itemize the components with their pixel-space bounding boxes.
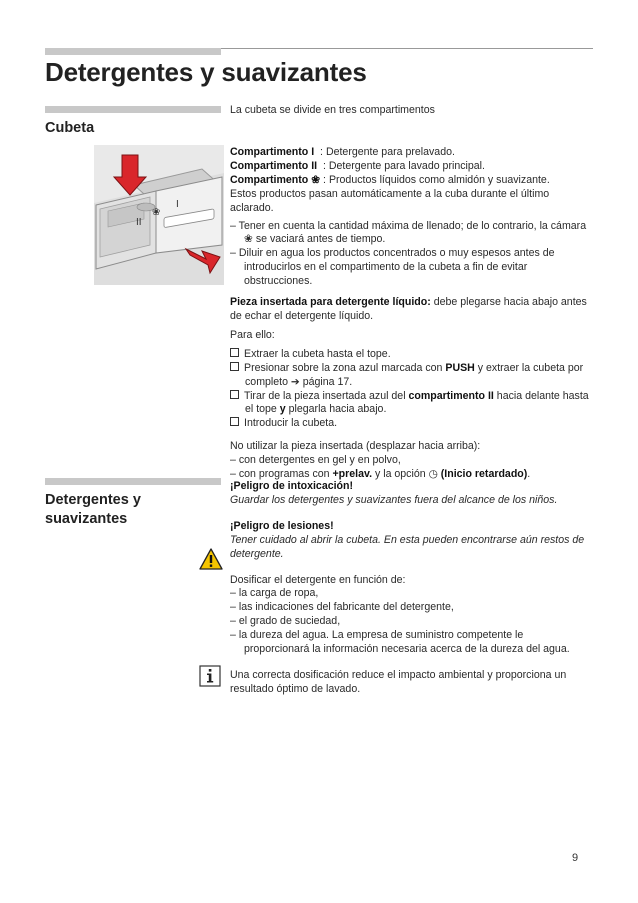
heading-line-2: suavizantes xyxy=(45,511,128,527)
para-ello: Para ello: xyxy=(230,328,275,341)
compartment-2-text: : Detergente para lavado principal. xyxy=(317,159,485,172)
checkbox-icon xyxy=(230,417,239,426)
step-4-text: Introducir la cubeta. xyxy=(244,417,338,430)
warning-triangle-icon xyxy=(199,548,223,575)
checkbox-icon xyxy=(230,348,239,357)
compartment-1 xyxy=(230,146,590,160)
section-heading-cubeta: Cubeta xyxy=(45,120,95,136)
warning-injury xyxy=(230,520,590,534)
dosificar-text: Dosificar el detergente en función de: xyxy=(230,573,406,586)
no-dash2-a: – con programas con xyxy=(230,468,333,481)
compartment-2 xyxy=(230,160,590,174)
cubeta-body xyxy=(230,146,590,482)
warning-intoxication xyxy=(230,480,590,494)
cubeta-intro xyxy=(230,104,590,118)
warning-injury-title: ¡Peligro de lesiones! xyxy=(230,519,334,532)
step-1-text: Extraer la cubeta hasta el tope. xyxy=(244,347,391,360)
page-number: 9 xyxy=(572,852,579,864)
compartment-3 xyxy=(230,174,590,188)
illu-label-flower: ❀ xyxy=(152,207,161,218)
heading-line-1: Detergentes y xyxy=(45,492,141,508)
step-4 xyxy=(230,417,590,431)
compartment-3-label: Compartimento ❀ xyxy=(230,173,321,186)
compartment-1-text: : Detergente para prelavado. xyxy=(314,146,455,158)
prelav-label: +prelav. xyxy=(332,468,373,481)
no-dash2-b: y la opción xyxy=(372,468,429,481)
section-bar-detergentes xyxy=(45,478,221,485)
dosificar-item-4: – la dureza del agua. La empresa de suministro competente le proporcionará la información necesaria acerca de la dureza del agua. xyxy=(230,629,570,656)
step-3-text-b: hacia delante hasta el tope xyxy=(245,389,589,416)
dosificar-item-3: – el grado de suciedad, xyxy=(230,615,341,628)
step-3-text-c: plegarla hacia abajo. xyxy=(285,403,387,416)
insert-note xyxy=(230,296,590,324)
compartment-2-label: Compartimento II xyxy=(230,159,318,172)
compartment-note: Estos productos pasan automáticamente a la cuba durante el último aclarado. xyxy=(230,187,550,214)
section-heading-detergentes xyxy=(45,491,141,529)
section-bar-cubeta xyxy=(45,106,221,113)
insert-note-text: debe plegarse hacia abajo antes de echar el detergente líquido. xyxy=(230,296,587,322)
inicio-retardado-label: (Inicio retardado) xyxy=(437,468,528,481)
cubeta-intro-text: La cubeta se divide en tres compartimentos xyxy=(230,104,435,116)
step-2-text-a: Presionar sobre la zona azul marcada con xyxy=(244,361,446,374)
illu-label-II: II xyxy=(136,217,142,228)
push-label: PUSH xyxy=(445,361,475,374)
info-icon xyxy=(199,665,221,692)
step-3 xyxy=(230,390,590,418)
dosificar-item-2: – las indicaciones del fabricante del detergente, xyxy=(230,601,454,614)
step-1 xyxy=(230,348,590,362)
step-3-compartment: compartimento II xyxy=(408,389,494,402)
checkbox-icon xyxy=(230,390,239,399)
illu-label-I: I xyxy=(176,199,179,210)
no-dash2-end: . xyxy=(527,468,531,481)
step-3-y: y xyxy=(279,403,286,416)
info-text: Una correcta dosificación reduce el impacto ambiental y proporciona un resultado óptimo de lavado. xyxy=(230,668,567,695)
step-2-text-b: y extraer la cubeta por completo ➔ página 17. xyxy=(245,361,584,388)
warning-intoxication-text: Guardar los detergentes y suavizantes fuera del alcance de los niños. xyxy=(230,493,558,506)
detergent-drawer-illustration xyxy=(94,145,224,290)
page-title: Detergentes y suavizantes xyxy=(45,57,367,87)
checkbox-icon xyxy=(230,362,239,371)
detergentes-body xyxy=(230,480,590,697)
step-3-text-a: Tirar de la pieza insertada azul del xyxy=(244,389,409,402)
step-2 xyxy=(230,362,590,390)
clock-icon: ◷ xyxy=(428,468,438,481)
top-rule-accent xyxy=(45,48,221,55)
note-dilute: – Diluir en agua los productos concentrados o muy espesos antes de introducirlos en el compartimento de la cubeta a fin de evitar obstrucciones. xyxy=(230,247,555,288)
warning-injury-text: Tener cuidado al abrir la cubeta. En esta pueden encontrarse aún restos de detergente. xyxy=(230,533,585,560)
no-utilizar: No utilizar la pieza insertada (desplazar hacia arriba): xyxy=(230,440,481,453)
compartment-3-text: : Productos líquidos como almidón y suavizante. xyxy=(320,173,550,186)
compartment-1-label: Compartimento I xyxy=(230,146,315,158)
note-max-fill: – Tener en cuenta la cantidad máxima de llenado; de lo contrario, la cámara ❀ se vaciará antes de tiempo. xyxy=(230,219,587,246)
dosificar-item-1: – la carga de ropa, xyxy=(230,587,319,600)
no-utilizar-dash-1: – con detergentes en gel y en polvo, xyxy=(230,454,401,467)
insert-note-label: Pieza insertada para detergente líquido: xyxy=(230,296,431,309)
warning-intoxication-title: ¡Peligro de intoxicación! xyxy=(230,480,354,492)
